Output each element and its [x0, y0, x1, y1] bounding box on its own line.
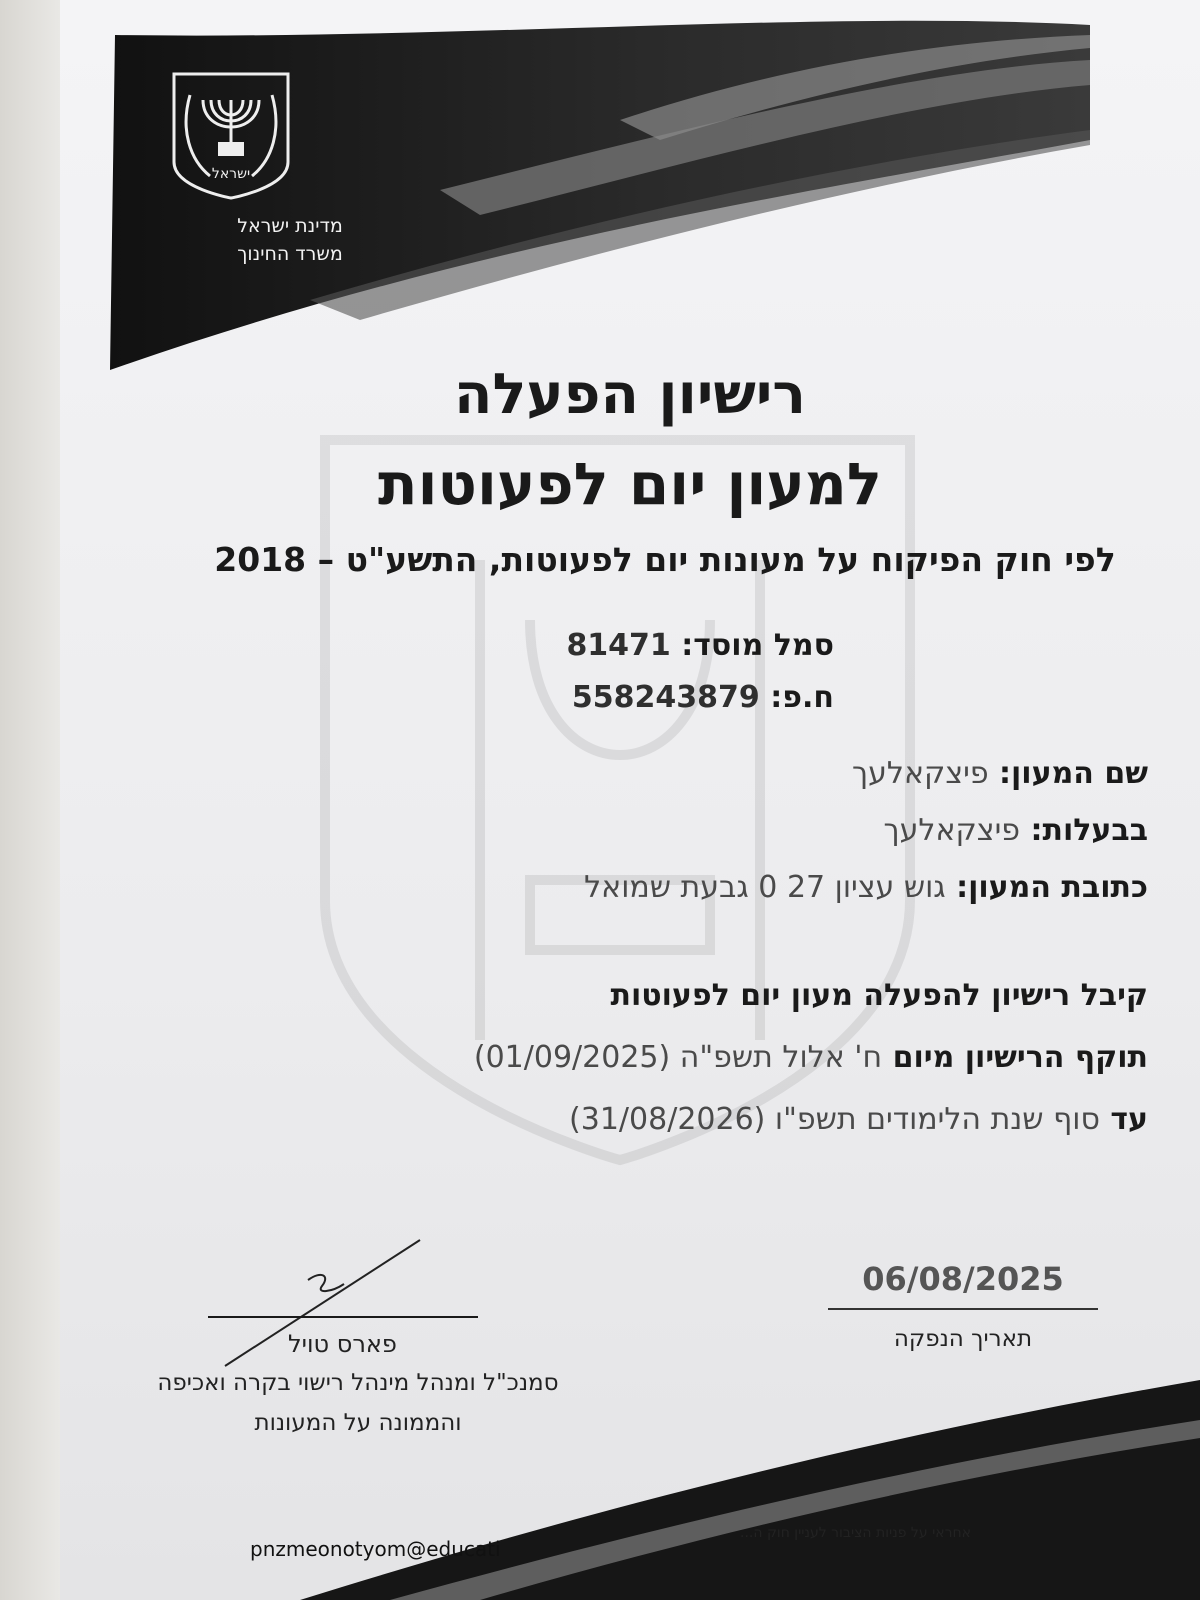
daycare-name-label: שם המעון: [999, 756, 1148, 791]
valid-to-value: סוף שנת הלימודים תשפ"ו (31/08/2026) [569, 1102, 1100, 1137]
daycare-name-value: פיצקאלעך [852, 756, 989, 791]
company-number-row [572, 680, 834, 715]
issue-date-value: 06/08/2025 [862, 1260, 1064, 1298]
owner-row [884, 813, 1149, 848]
company-number-label: ח.פ: [770, 680, 834, 715]
footer-note: אחראי על פניות הציבור לעניין חוק ה... [740, 1525, 971, 1541]
adjacent-page-edge [0, 0, 60, 1600]
valid-to-label: עד [1110, 1102, 1148, 1137]
address-value: גוש עציון 27 0 גבעת שמואל [584, 870, 946, 905]
law-reference: לפי חוק הפיקוח על מעונות יום לפעוטות, התשע"ט – 2018 [214, 540, 1116, 579]
signer-title-line2: והממונה על המעונות [254, 1410, 462, 1436]
daycare-name-row [852, 756, 1148, 791]
document-title-line1: רישיון הפעלה [453, 362, 807, 427]
owner-value: פיצקאלעך [883, 813, 1021, 848]
valid-from-label: תוקף הרישיון מיום [892, 1040, 1148, 1075]
valid-to-row [569, 1102, 1148, 1137]
ministry-name: משרד החינוך [237, 243, 343, 265]
state-name: מדינת ישראל [237, 215, 343, 237]
company-number-value: 558243879 [571, 680, 760, 715]
address-row [584, 870, 1148, 905]
institution-code-value: 81471 [566, 628, 671, 663]
signer-name: פארס טויל [288, 1330, 397, 1358]
issue-date-label: תאריך הנפקה [893, 1326, 1033, 1352]
valid-from-value: ח' אלול תשפ"ה (01/09/2025) [473, 1040, 883, 1075]
signature-line [208, 1316, 478, 1318]
issue-date-line [828, 1308, 1098, 1310]
document-title-line2: למעון יום לפעוטות [378, 450, 882, 518]
institution-code-label: סמל מוסד: [681, 628, 834, 663]
state-emblem-icon [170, 70, 292, 202]
valid-from-row [474, 1040, 1148, 1075]
license-received-text: קיבל רישיון להפעלה מעון יום לפעוטות [610, 978, 1148, 1013]
owner-label: בבעלות: [1030, 813, 1148, 848]
svg-text:ישראל: ישראל [211, 166, 251, 182]
signer-title-line1: סמנכ"ל ומנהל מינהל רישוי בקרה ואכיפה [157, 1370, 559, 1396]
address-label: כתובת המעון: [956, 870, 1148, 905]
emblem-caption [210, 212, 370, 268]
institution-code-row [566, 628, 834, 663]
footer-email: pnzmeonotyom@educati [250, 1537, 501, 1561]
license-document [60, 0, 1200, 1600]
